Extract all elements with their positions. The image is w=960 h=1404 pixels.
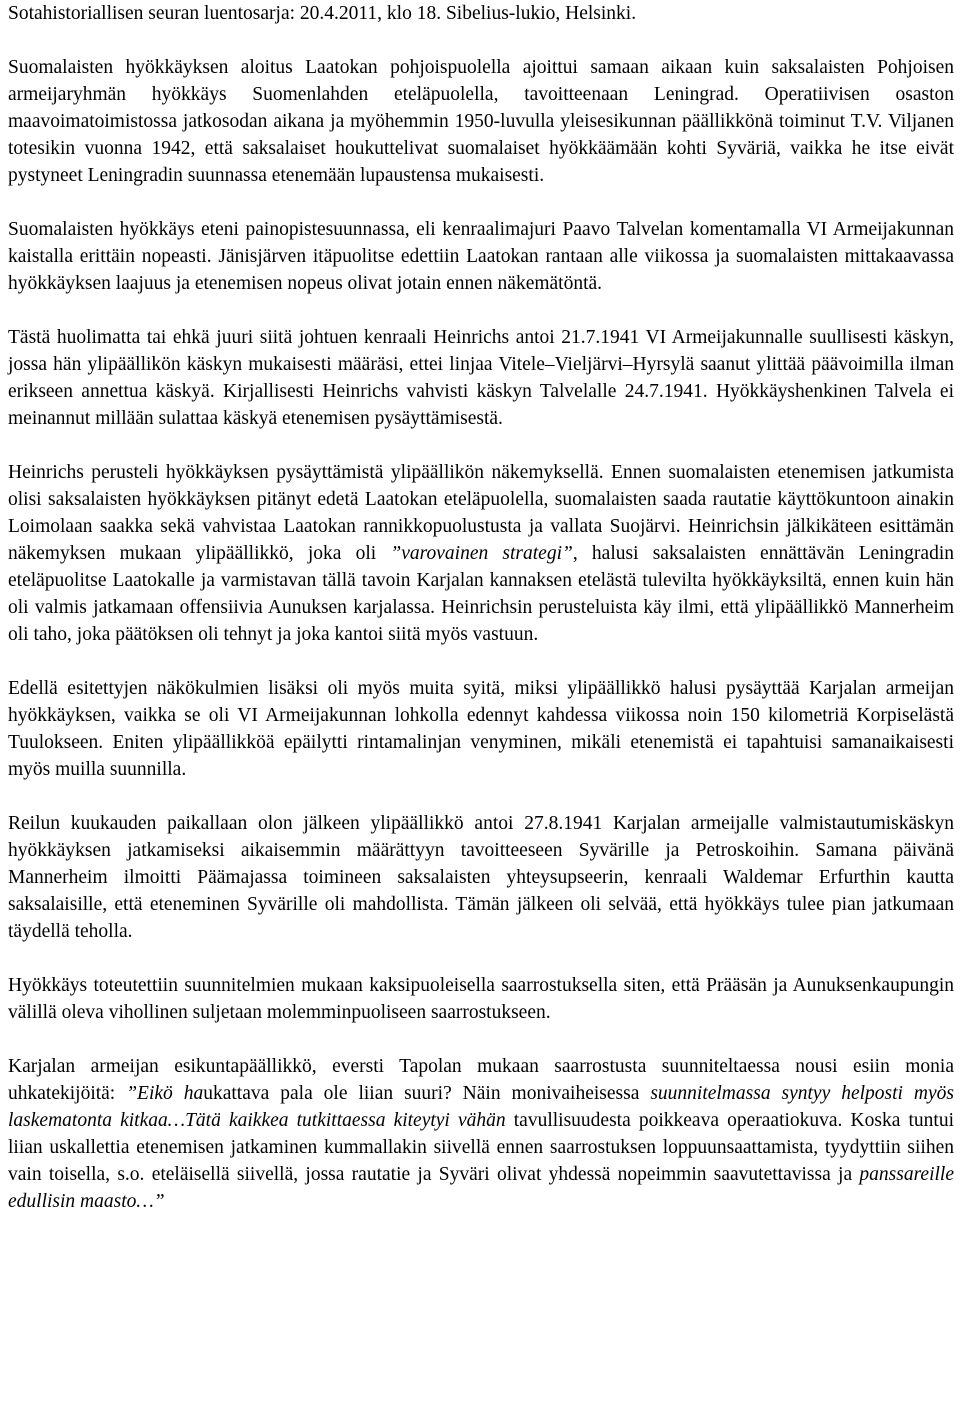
- document-header: Sotahistoriallisen seuran luentosarja: 20.4.2011, klo 18. Sibelius-lukio, Helsinki.: [8, 3, 637, 24]
- paragraph-8-quote-b: suunnitelmassa syntyy helposti myös laskematonta kitkaa…Tätä kaikkea tutkittaessa kiteytyi vähän: [8, 1083, 954, 1131]
- paragraph-8-text-a: Karjalan armeijan esikuntapäällikkö, eversti Tapolan mukaan saarrostusta suunniteltaessa nousi esiin monia uhkatekijöitä:: [8, 1056, 954, 1104]
- spacer: [8, 945, 954, 972]
- paragraph-5: Edellä esitettyjen näkökulmien lisäksi oli myös muita syitä, miksi ylipäällikkö halusi pysäyttää Karjalan armeijan hyökkäyksen, vaikka se oli VI Armeijakunnan lohkolla edennyt kahdessa viikossa noin 150 kilometriä Korpiselästä Tuulokseen. Eniten ylipäällikköä epäilytti rintamalinjan venyminen, mikäli etenemistä ei tapahtuisi samanaikaisesti myös muilla suunnilla.: [8, 678, 954, 780]
- spacer: [8, 432, 954, 459]
- paragraph-6: Reilun kuukauden paikallaan olon jälkeen ylipäällikkö antoi 27.8.1941 Karjalan armeijalle valmistautumiskäskyn hyökkäyksen jatkamiseksi aikaisemmin määrättyyn tavoitteeseen Syvärille ja Petroskoihin. Samana päivänä Mannerheim ilmoitti Päämajassa toimineen saksalaisten yhteysupseerin, kenraali Waldemar Erfurthin kautta saksalaisille, että eteneminen Syvärille oli mahdollista. Tämän jälkeen oli selvää, että hyökkäys tulee pian jatkumaan täydellä teholla.: [8, 813, 954, 942]
- paragraph-1: Suomalaisten hyökkäyksen aloitus Laatokan pohjoispuolella ajoittui samaan aikaan kuin saksalaisten Pohjoisen armeijaryhmän hyökkäys Suomenlahden eteläpuolella, tavoitteenaan Leningrad. Operatiivisen osaston maavoimatoimistossa jatkosodan aikana ja myöhemmin 1950-luvulla yleisesikunnan päällikkönä toiminut T.V. Viljanen totesikin vuonna 1942, että saksalaiset houkuttelivat suomalaiset hyökkäämään kohti Syväriä, vaikka he itse eivät pystyneet Leningradin suunnassa etenemään lupaustensa mukaisesti.: [8, 57, 954, 186]
- paragraph-4-text-b: , halusi saksalaisten ennättävän Leningradin eteläpuolitse Laatokalle ja varmistavan tällä tavoin Karjalan kannaksen etelästä tulevilta hyökkäyksiltä, ennen kuin hän oli valmis jatkamaan offensiivia Aunuksen karjalassa. Heinrichsin perusteluista käy ilmi, että ylipäällikkö Mannerheim oli taho, joka päätöksen oli tehnyt ja joka kantoi siitä myös vastuun.: [8, 543, 954, 645]
- paragraph-8-quote-a: ”Eikö ha: [126, 1083, 204, 1104]
- spacer: [8, 1026, 954, 1053]
- document-page: [8, 0, 954, 1215]
- paragraph-3: Tästä huolimatta tai ehkä juuri siitä johtuen kenraali Heinrichs antoi 21.7.1941 VI Armeijakunnalle suullisesti käskyn, jossa hän ylipäällikön käskyn mukaisesti määräsi, ettei linjaa Vitele–Vieljärvi–Hyrsylä saanut ylittää päävoimilla ilman erikseen annettua käskyä. Kirjallisesti Heinrichs vahvisti käskyn Talvelalle 24.7.1941. Hyökkäyshenkinen Talvela ei meinannut millään sulattaa käskyä etenemisen pysäyttämisestä.: [8, 327, 954, 429]
- paragraph-8-quote-c: panssareille edullisin maasto…”: [8, 1164, 954, 1212]
- spacer: [8, 189, 954, 216]
- paragraph-8-text-c: tavullisuudesta poikkeava operaatiokuva. Koska tuntui liian uskallettia etenemisen jatkaminen kummallakin siivellä ennen saarrostuksen loppuunsaattamista, tyydyttiin siihen vain toisella, s.o. eteläisellä siivellä, jossa rautatie ja Syväri olivat yhdessä nopeimmin saavutettavissa ja: [8, 1110, 954, 1185]
- spacer: [8, 297, 954, 324]
- paragraph-8: [8, 1053, 954, 1215]
- paragraph-4-quote: ”varovainen strategi”: [390, 543, 573, 564]
- spacer: [8, 783, 954, 810]
- paragraph-4-text-a: Heinrichs perusteli hyökkäyksen pysäyttämistä ylipäällikön näkemyksellä. Ennen suomalaisten etenemisen jatkumista olisi saksalaisten hyökkäyksen pitänyt edetä Laatokan eteläpuolella, suomalaisten saada rautatie käyttökuntoon ainakin Loimolaan saakka sekä vahvistaa Laatokan rannikkopuolustusta ja vallata Suojärvi. Heinrichsin jälkikäteen esittämän näkemyksen mukaan ylipäällikkö, joka oli: [8, 462, 954, 564]
- paragraph-8-text-b: ukattava pala ole liian suuri? Näin monivaiheisessa: [203, 1083, 651, 1104]
- paragraph-7: Hyökkäys toteutettiin suunnitelmien mukaan kaksipuoleisella saarrostuksella siten, että Prääsän ja Aunuksenkaupungin välillä oleva vihollinen suljetaan molemminpuoliseen saarrostukseen.: [8, 975, 954, 1023]
- spacer: [8, 648, 954, 675]
- paragraph-2: Suomalaisten hyökkäys eteni painopistesuunnassa, eli kenraalimajuri Paavo Talvelan komentamalla VI Armeijakunnan kaistalla erittäin nopeasti. Jänisjärven itäpuolitse edettiin Laatokan rantaan alle viikossa ja suomalaisten mittakaavassa hyökkäyksen laajuus ja etenemisen nopeus olivat jotain ennen näkemätöntä.: [8, 219, 954, 294]
- paragraph-4: [8, 459, 954, 648]
- spacer: [8, 27, 954, 54]
